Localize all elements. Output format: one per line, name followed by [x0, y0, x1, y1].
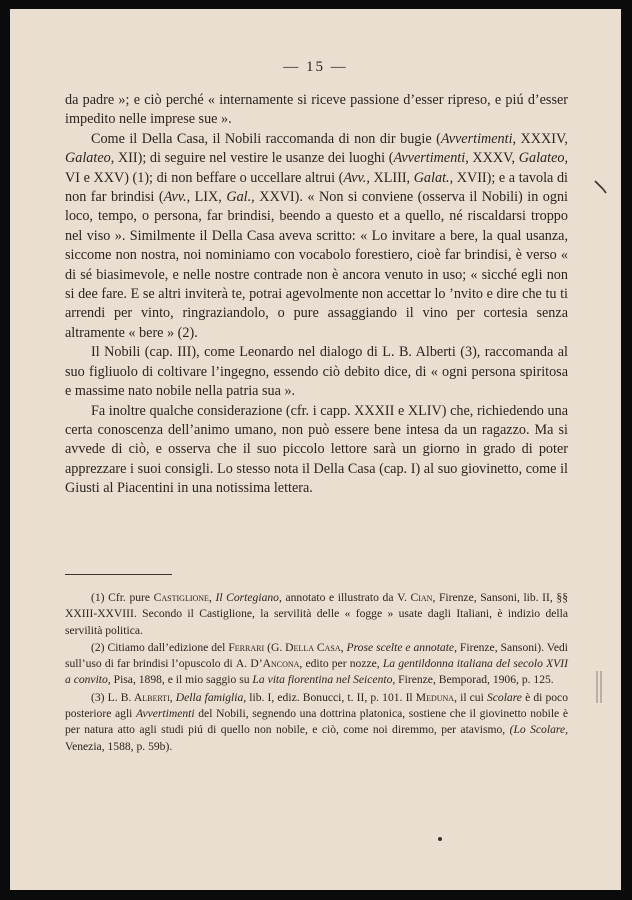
- paragraph-2: Come il Della Casa, il Nobili raccomanda di non dir bugie (Avvertimenti, XXXIV, Galateo, XII); di seguire nel vestire le usanze dei luoghi (Avvertimenti, XXXV, Galateo, VI e XXV) (1); di non beffare o uccellare altrui (Avv., XLIII, Galat., XVII); e a tavola di non far brindisi (Avv., LIX, Gal., XXVI). « Non si conviene (osserva il Nobili) in ogni loco, tempo, o persona, far brindisi, beendo a questo et a quello, né riscaldarsi troppo nel viso ». Similmente il Della Casa aveva scritto: « Lo invitare a bere, la qual usanza, siccome non nostra, noi nominiamo con vocabolo forestiero, cioè far brindisi, è verso « di sé biasimevole, e nelle nostre contrade non è ancora venuto in uso; « sicché egli non si dee fare. E se altri inviterà te, potrai agevolmente non accettar lo ’nvito e dire che tu ti arrendi per vinto, ringraziandolo, o pure assaggiando il vino per cortesia senza altramente « bere » (2).: [65, 130, 569, 341]
- book-page: [10, 9, 621, 890]
- footnote-rule: [65, 574, 172, 575]
- page-number: — 15 —: [283, 59, 348, 75]
- paragraph-3: Il Nobili (cap. III), come Leonardo nel dialogo di L. B. Alberti (3), raccomanda al suo figliuolo di coltivare l’ingegno, essendo ciò debito dice, di « ogni persona spiritosa e massime nato nobile nella patria sua ».: [65, 344, 568, 400]
- footnote-3: (3) L. B. Alberti, Della famiglia, lib. I, ediz. Bonucci, t. II, p. 101. Il Meduna, il cui Scolare è di poco posteriore agli Avvertimenti del Nobili, segnendo una dottrina platonica, sostiene che il giovinetto nobile è per natura atto agli studi piú di quello non nobile, e ciò, come noi diremmo, per atavismo, (Lo Scolare, Venezia, 1588, p. 59b).: [65, 690, 568, 753]
- main-text: [65, 91, 568, 499]
- margin-bar-mark: [594, 669, 604, 705]
- pencil-tick-mark: [594, 180, 608, 194]
- footnotes: [65, 590, 568, 756]
- paragraph-4: Fa inoltre qualche considerazione (cfr. i capp. XXXII e XLIV) che, richiedendo una certa conoscenza dell’animo umano, non può essere bene intesa da un ragazzo. Ma si avvede di ciò, e osserva che il suo piccolo lettore sarà un giorno in grado di poter apprezzare i suoi consigli. Lo stesso nota il Della Casa (cap. I) al suo giovinetto, come il Giusti al Piacentini in una notissima lettera.: [65, 402, 568, 497]
- footnote-1: (1) Cfr. pure Castiglione, Il Cortegiano, annotato e illustrato da V. Cian, Firenze, Sansoni, lib. II, §§ XXIII-XXVIII. Secondo il Castiglione, la servilità delle « fogge » usate dagli Italiani, è indizio della servilità politica.: [65, 591, 568, 637]
- ink-spot: [438, 837, 442, 841]
- footnote-2: (2) Citiamo dall’edizione del Ferrari (G. Della Casa, Prose scelte e annotate, Firenze, Sansoni). Vedi sull’uso di far brindisi l’opuscolo di A. D’Ancona, edito per nozze, La gentildonna italiana del secolo XVII a convito, Pisa, 1898, e il mio saggio su La vita fiorentina nel Seicento, Firenze, Bemporad, 1906, p. 125.: [65, 640, 568, 687]
- paragraph-1: da padre »; e ciò perché « internamente si riceve passione d’esser ripreso, e piú d’esser impedito nelle imprese sue ».: [65, 92, 568, 128]
